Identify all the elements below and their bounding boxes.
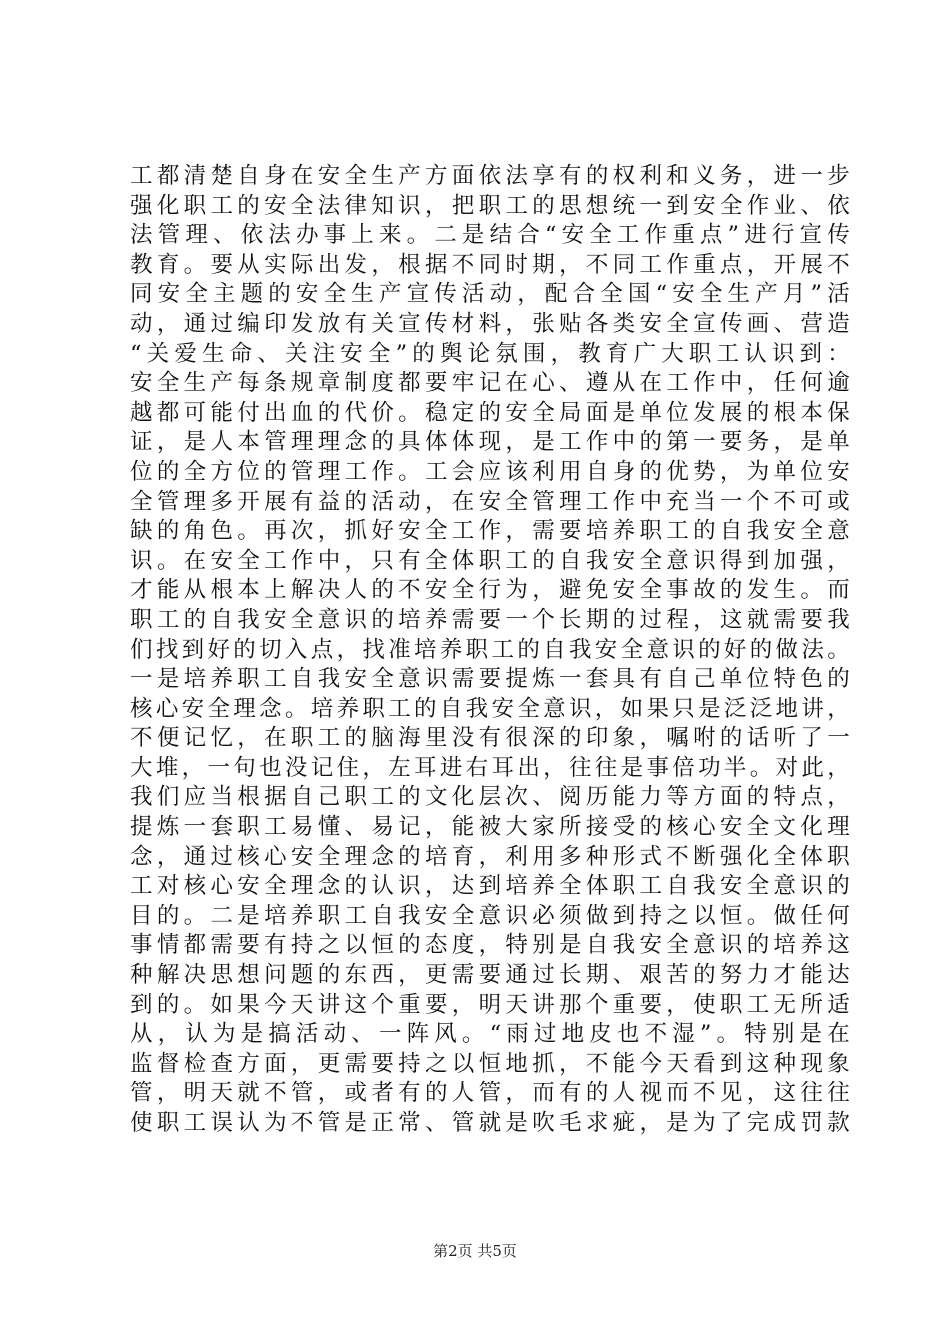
text-line: 工都清楚自身在安全生产方面依法享有的权利和义务，进一步 [130,163,850,189]
text-line: 缺的角色。再次，抓好安全工作，需要培养职工的自我安全意 [130,518,850,545]
text-line: 工对核心安全理念的认识，达到培养全体职工自我安全意识的 [130,873,850,900]
text-line: 核心安全理念。培养职工的自我安全意识，如果只是泛泛地讲， [130,695,850,722]
text-line: 位的全方位的管理工作。工会应该利用自身的优势，为单位安 [130,458,850,485]
text-line: 职工的自我安全意识的培养需要一个长期的过程，这就需要我 [130,606,850,633]
text-line: 到的。如果今天讲这个重要，明天讲那个重要，使职工无所适 [130,991,850,1018]
body-text [130,162,850,1139]
page-footer [0,1241,950,1261]
text-line: 强化职工的安全法律知识，把职工的思想统一到安全作业、依 [130,192,850,219]
text-line: 同安全主题的安全生产宣传活动，配合全国“安全生产月”活 [130,281,850,308]
text-line: 才能从根本上解决人的不安全行为，避免安全事故的发生。而 [130,577,850,604]
text-line: 事情都需要有持之以恒的态度，特别是自我安全意识的培养这 [130,932,850,959]
text-line: 念，通过核心安全理念的培育，利用多种形式不断强化全体职 [130,843,850,870]
text-line: 目的。二是培养职工自我安全意识必须做到持之以恒。做任何 [130,902,850,929]
text-line: “关爱生命、关注安全”的舆论氛围，教育广大职工认识到： [130,340,850,367]
text-line: 们找到好的切入点，找准培养职工的自我安全意识的好的做法。 [130,636,850,663]
text-line: 安全生产每条规章制度都要牢记在心、遵从在工作中，任何逾 [130,370,850,397]
text-line: 识。在安全工作中，只有全体职工的自我安全意识得到加强， [130,547,850,574]
text-line: 使职工误认为不管是正常、管就是吹毛求疵，是为了完成罚款 [130,1110,850,1136]
text-line: 监督检查方面，更需要持之以恒地抓，不能今天看到这种现象 [130,1050,850,1077]
text-line: 提炼一套职工易懂、易记，能被大家所接受的核心安全文化理 [130,814,850,841]
text-line: 法管理、依法办事上来。二是结合“安全工作重点”进行宣传 [130,222,850,249]
text-line: 种解决思想问题的东西，更需要通过长期、艰苦的努力才能达 [130,962,850,989]
text-line: 教育。要从实际出发，根据不同时期，不同工作重点，开展不 [130,251,850,278]
text-line: 越都可能付出血的代价。稳定的安全局面是单位发展的根本保 [130,399,850,426]
text-line: 动，通过编印发放有关宣传材料，张贴各类安全宣传画、营造 [130,310,850,337]
text-line: 不便记忆，在职工的脑海里没有很深的印象，嘱咐的话听了一 [130,725,850,752]
text-line: 证，是人本管理理念的具体体现，是工作中的第一要务，是单 [130,429,850,456]
page-number-label: 第2页 共5页 [433,1242,517,1260]
text-line: 一是培养职工自我安全意识需要提炼一套具有自己单位特色的 [130,666,850,693]
text-line: 我们应当根据自己职工的文化层次、阅历能力等方面的特点， [130,784,850,811]
text-line: 全管理多开展有益的活动，在安全管理工作中充当一个不可或 [130,488,850,515]
text-line: 管，明天就不管，或者有的人管，而有的人视而不见，这往往 [130,1080,850,1107]
text-line: 大堆，一句也没记住，左耳进右耳出，往往是事倍功半。对此， [130,754,850,781]
text-line: 从，认为是搞活动、一阵风。“雨过地皮也不湿”。特别是在 [130,1021,850,1048]
